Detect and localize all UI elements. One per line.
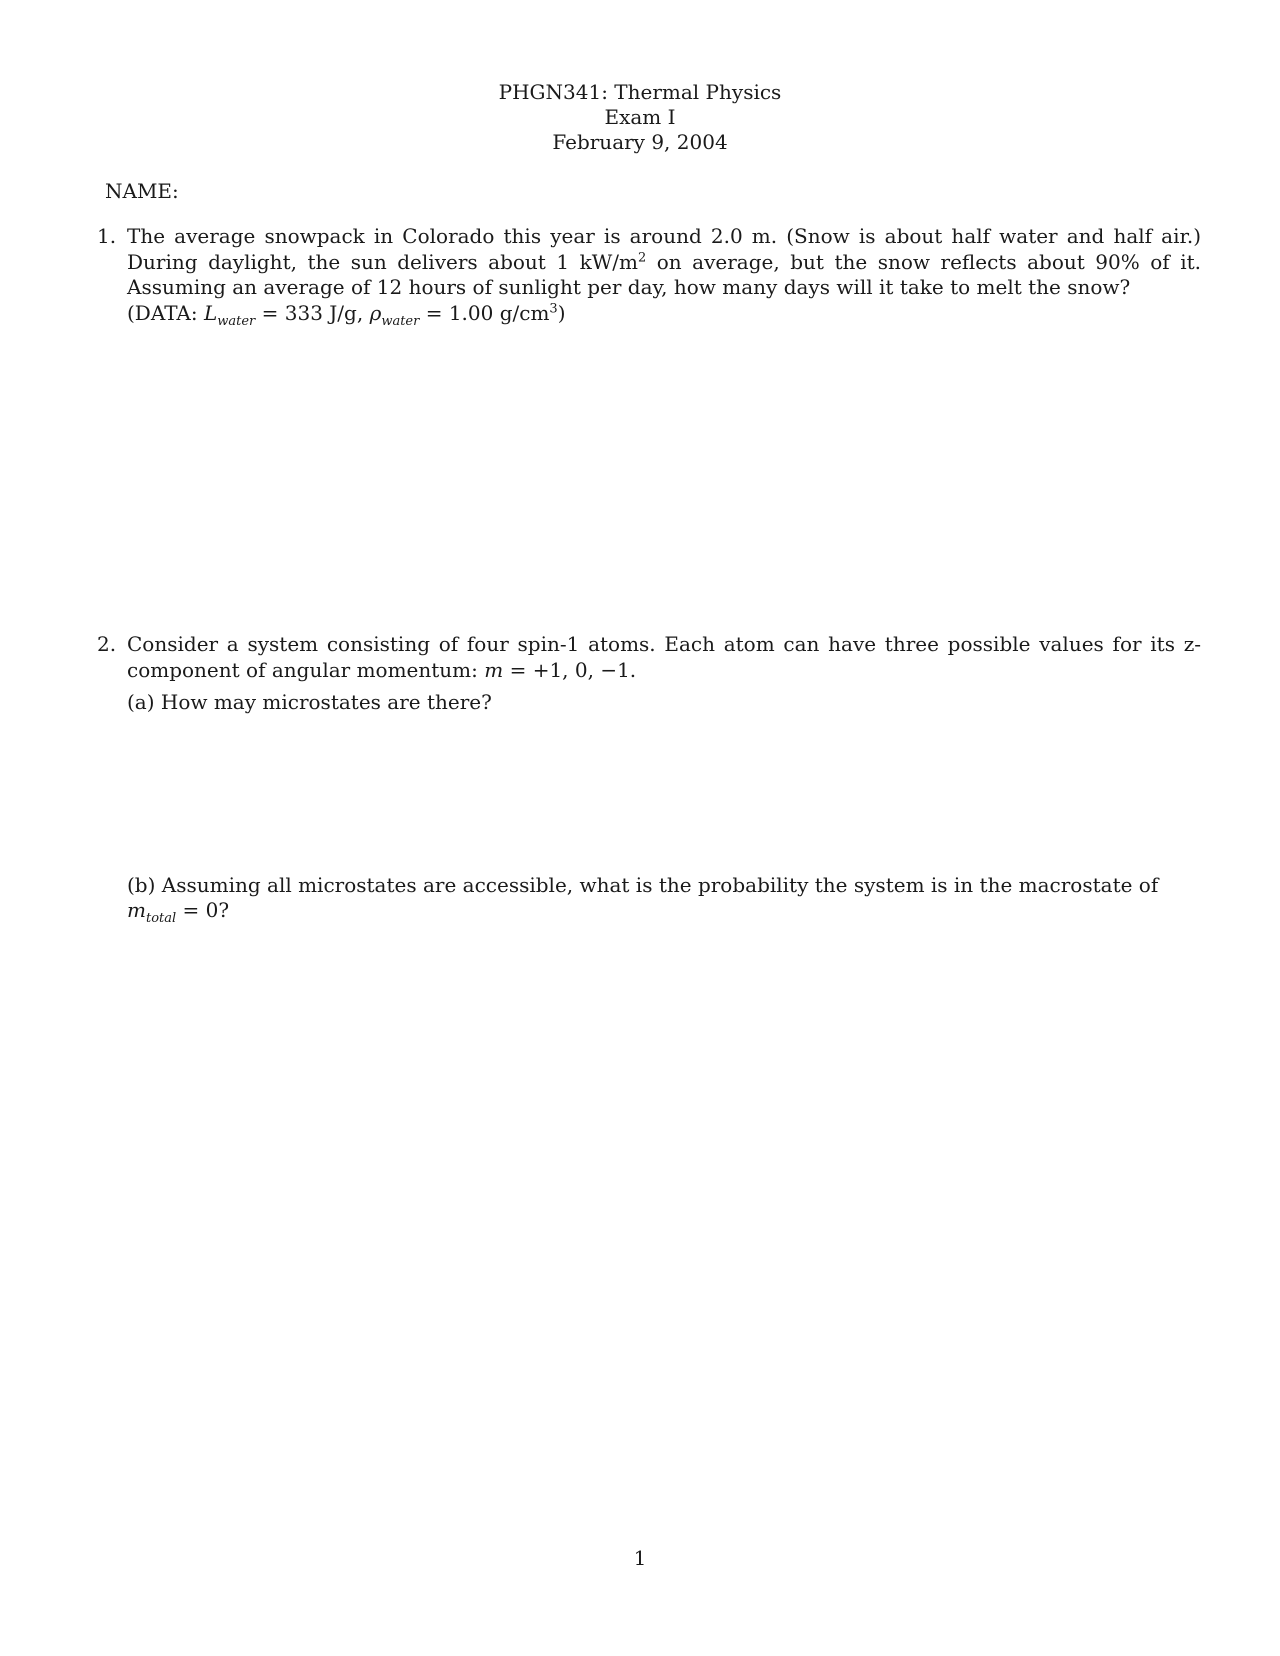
problem-number: 2.	[97, 632, 117, 656]
exam-title: Exam I	[604, 105, 676, 129]
problem-body	[127, 632, 1201, 683]
problem-text: (b) Assuming all microstates are accessible, what is the probability the system is in the macrostate of	[127, 873, 1159, 897]
subscript: water	[217, 313, 256, 329]
data-close: )	[557, 300, 566, 325]
latent-heat-symbol: L	[203, 300, 218, 325]
m-symbol: m	[484, 657, 504, 682]
subscript: water	[381, 313, 420, 329]
m-total-symbol: m	[127, 898, 146, 922]
problem-2a: (a) How may microstates are there?	[127, 690, 492, 714]
latent-heat-value: = 333 J/g,	[255, 300, 370, 325]
problem-number: 1.	[97, 224, 117, 248]
problem-text: on average, but the snow reflects about 90% of it. Assuming an average of 12 hours of sunlight per day, how many days will it take to melt the snow?	[127, 249, 1202, 299]
density-value: = 1.00 g/cm	[419, 300, 550, 325]
density-symbol: ρ	[369, 300, 382, 325]
problem-text: The average snowpack in Colorado this year is around 2.0 m. (Snow is about half water and half air.) During daylight, the sun delivers about 1 kW/m	[127, 224, 1201, 274]
m-values: = +1, 0, −1.	[503, 657, 637, 682]
data-line	[127, 300, 566, 329]
problem-2b	[127, 873, 1207, 926]
name-label: NAME:	[105, 179, 179, 203]
problem-text: Consider a system consisting of four spin-1 atoms. Each atom can have three possible values for its z-component of angular momentum:	[127, 632, 1201, 682]
problem-body	[127, 224, 1202, 329]
problem-text: = 0?	[176, 898, 230, 922]
subscript: total	[145, 911, 177, 926]
page-number: 1	[633, 1546, 647, 1570]
exam-header	[0, 80, 1280, 155]
data-open: (DATA:	[127, 300, 204, 325]
problem-1	[97, 224, 1202, 329]
course-title: PHGN341: Thermal Physics	[498, 80, 782, 104]
exam-date: February 9, 2004	[552, 130, 728, 154]
superscript: 3	[549, 300, 558, 316]
superscript: 2	[637, 249, 647, 265]
problem-2	[97, 632, 1201, 683]
